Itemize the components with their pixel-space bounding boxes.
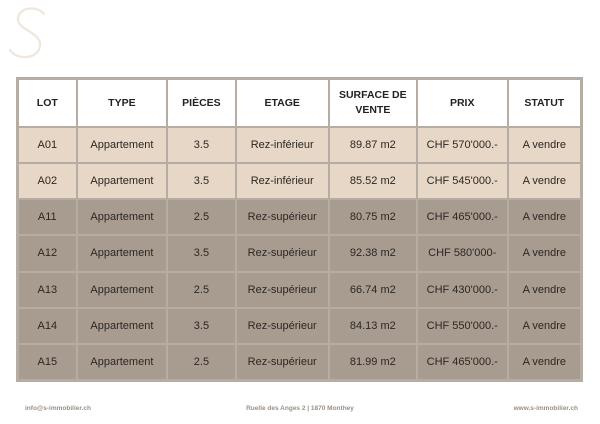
table-row <box>19 128 580 162</box>
cell-etage: Rez-supérieur <box>237 345 328 379</box>
cell-pieces: 3.5 <box>168 309 234 343</box>
cell-etage: Rez-inférieur <box>237 164 328 198</box>
header-surface: SURFACE DE VENTE <box>330 80 416 126</box>
cell-statut: A vendre <box>509 345 580 379</box>
table-row <box>19 345 580 379</box>
s-monogram-logo-icon <box>4 4 56 64</box>
cell-prix: CHF 580'000- <box>418 236 507 270</box>
cell-surface: 66.74 m2 <box>330 273 416 307</box>
table-header-row <box>19 80 580 126</box>
cell-pieces: 3.5 <box>168 236 234 270</box>
cell-type: Appartement <box>78 309 167 343</box>
header-prix: PRIX <box>418 80 507 126</box>
table-row <box>19 273 580 307</box>
cell-statut: A vendre <box>509 309 580 343</box>
cell-prix: CHF 430'000.- <box>418 273 507 307</box>
cell-lot: A01 <box>19 128 76 162</box>
cell-surface: 89.87 m2 <box>330 128 416 162</box>
cell-type: Appartement <box>78 236 167 270</box>
cell-lot: A15 <box>19 345 76 379</box>
cell-pieces: 3.5 <box>168 128 234 162</box>
table-row <box>19 200 580 234</box>
cell-surface: 92.38 m2 <box>330 236 416 270</box>
cell-pieces: 2.5 <box>168 273 234 307</box>
table-row <box>19 309 580 343</box>
cell-prix: CHF 465'000.- <box>418 345 507 379</box>
cell-pieces: 2.5 <box>168 345 234 379</box>
lots-table <box>17 78 582 381</box>
cell-lot: A12 <box>19 236 76 270</box>
cell-pieces: 3.5 <box>168 164 234 198</box>
cell-statut: A vendre <box>509 273 580 307</box>
cell-surface: 84.13 m2 <box>330 309 416 343</box>
header-lot: LOT <box>19 80 76 126</box>
cell-lot: A02 <box>19 164 76 198</box>
cell-pieces: 2.5 <box>168 200 234 234</box>
cell-statut: A vendre <box>509 128 580 162</box>
cell-type: Appartement <box>78 164 167 198</box>
cell-etage: Rez-supérieur <box>237 236 328 270</box>
cell-prix: CHF 550'000.- <box>418 309 507 343</box>
footer-website[interactable]: www.s-immobilier.ch <box>513 405 578 412</box>
cell-surface: 85.52 m2 <box>330 164 416 198</box>
cell-type: Appartement <box>78 200 167 234</box>
cell-type: Appartement <box>78 128 167 162</box>
cell-lot: A11 <box>19 200 76 234</box>
footer-email[interactable]: info@s-immobilier.ch <box>25 405 91 412</box>
cell-lot: A14 <box>19 309 76 343</box>
cell-prix: CHF 570'000.- <box>418 128 507 162</box>
cell-etage: Rez-inférieur <box>237 128 328 162</box>
cell-type: Appartement <box>78 273 167 307</box>
cell-lot: A13 <box>19 273 76 307</box>
cell-statut: A vendre <box>509 164 580 198</box>
cell-surface: 81.99 m2 <box>330 345 416 379</box>
footer-address: Ruelle des Anges 2 | 1870 Monthey <box>246 405 354 412</box>
header-type: TYPE <box>78 80 167 126</box>
cell-surface: 80.75 m2 <box>330 200 416 234</box>
table-body <box>19 128 580 379</box>
cell-etage: Rez-supérieur <box>237 309 328 343</box>
cell-prix: CHF 545'000.- <box>418 164 507 198</box>
cell-etage: Rez-supérieur <box>237 200 328 234</box>
table-row <box>19 164 580 198</box>
cell-statut: A vendre <box>509 200 580 234</box>
table-row <box>19 236 580 270</box>
cell-type: Appartement <box>78 345 167 379</box>
header-pieces: PIÈCES <box>168 80 234 126</box>
cell-statut: A vendre <box>509 236 580 270</box>
lots-table-container <box>16 77 583 382</box>
cell-etage: Rez-supérieur <box>237 273 328 307</box>
header-statut: STATUT <box>509 80 580 126</box>
header-etage: ETAGE <box>237 80 328 126</box>
cell-prix: CHF 465'000.- <box>418 200 507 234</box>
